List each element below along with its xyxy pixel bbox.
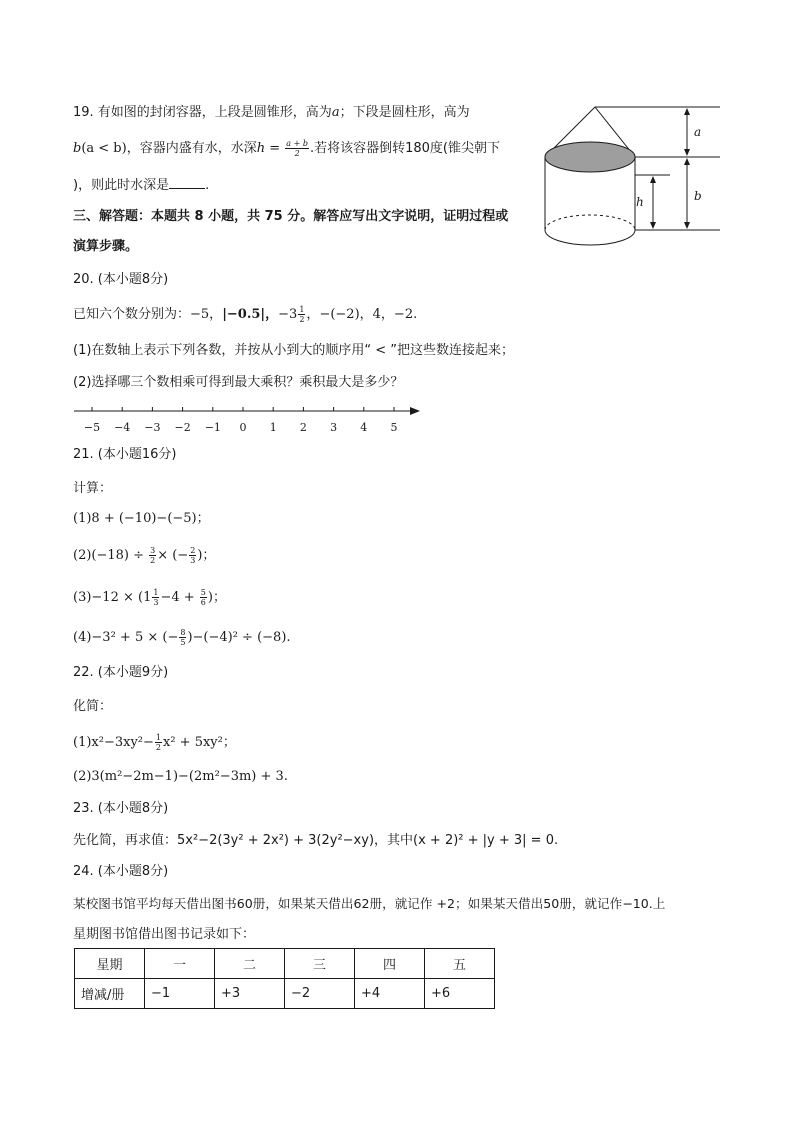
axis-tick-label: 4 [360,421,368,434]
dim-h-arrowhead-bottom [650,222,656,229]
q21-intro: 计算： [73,481,113,496]
q23-header: 23. (本小题8分) [73,801,169,816]
q21-p3-frac2-num: 5 [200,588,206,597]
q21-header: 21. (本小题16分) [73,447,177,462]
q21-p2-tail: )； [197,548,216,563]
axis-tick-label: −3 [144,421,161,434]
axis-tick-label: −2 [174,421,191,434]
q21-p3-frac1 [152,588,159,607]
q24-header: 24. (本小题8分) [73,864,169,879]
dim-a-arrowhead-bottom [684,149,690,156]
q22-intro: 化简： [73,699,113,714]
cylinder-bottom [545,230,635,245]
table-cell: +3 [215,979,285,1009]
table-cell: +4 [355,979,425,1009]
q20-n4: −(−2)， [319,307,373,322]
q21-p4-frac [179,628,186,647]
q19-frac-num: a + b [286,139,308,148]
axis-arrowhead [410,407,420,415]
q21-p3-frac1-num: 1 [153,588,159,597]
q21-p3-frac2 [200,588,207,607]
dim-h-arrowhead-top [650,176,656,183]
cylinder-bottom-hidden [545,215,635,230]
q24-line2: 星期图书馆借出图书记录如下： [73,927,256,942]
q22-p2: (2)3(m²−2m−1)−(2m²−3m) + 3. [73,769,288,784]
q19-answer-blank[interactable] [169,176,205,189]
q21-p1: (1)8 + (−10)−(−5)； [73,511,210,526]
q19-line1-text: 19. 有如图的封闭容器，上段是圆锥形，高为 [73,105,332,120]
q21-p2-frac2-num: 2 [190,546,196,555]
q21-p2-head: (2)(−18) ÷ [73,548,145,563]
table-cell: 四 [355,949,425,979]
q19-line1 [73,104,470,122]
section3-line1: 三、解答题：本题共 8 小题，共 75 分。解答应写出文字说明，证明过程或 [73,209,509,224]
axis-tick-label: 5 [390,421,398,434]
q20-n3-frac [298,305,305,324]
q22-p1-head: (1)x²−3xy²− [73,735,154,750]
q19-line2 [73,139,500,158]
q19-line1-tail: ；下段是圆柱形，高为 [339,105,470,120]
q19-line3-tail: . [205,178,210,193]
q19-condition: (a < b) [81,141,127,156]
q19-line2-tail: .若将该容器倒转180度(锥尖朝下 [309,141,500,156]
q21-p4-head: (4)−3² + 5 × (− [73,630,179,645]
q20-n3-den: 2 [299,315,305,324]
label-h: h [636,195,644,209]
axis-tick-label: 3 [330,421,338,434]
q20-n2: |−0.5|， [222,307,279,322]
q20-n3-tail: ， [306,307,320,322]
dim-b-arrowhead-bottom [684,222,690,229]
q22-p1-tail: x² + 5xy²； [163,735,236,750]
q21-p2-frac2-den: 3 [190,556,196,565]
q22-p1-frac-den: 2 [155,743,161,752]
q22-p1 [73,733,236,752]
q21-p2-frac1 [149,546,156,565]
q21-p2-mid: × (− [157,548,189,563]
q20-n3-sign: −3 [278,307,298,322]
dim-a-arrowhead-top [684,108,690,115]
q20-n6: −2 [393,307,414,322]
q20-n5: 4， [372,307,394,322]
table-cell: −2 [285,979,355,1009]
section3-line2: 演算步骤。 [73,239,139,254]
q20-n3-num: 1 [299,305,305,314]
q21-p4-tail: )−(−4)² ÷ (−8). [187,630,291,645]
axis-tick-label: 2 [299,421,307,434]
q21-p3-head: (3)−12 × (1 [73,590,152,605]
axis-tick-label: 0 [239,421,247,434]
q19-frac-den: 2 [294,149,300,158]
number-line [70,400,430,440]
table-cell: 五 [425,949,495,979]
table-cell: 三 [285,949,355,979]
borrow-record-table [74,948,495,1009]
table-row [75,949,495,979]
q20-part2: (2)选择哪三个数相乘可得到最大乘积？乘积最大是多少？ [73,375,404,390]
q21-p3-frac1-den: 3 [153,598,159,607]
q21-p3-frac2-den: 6 [200,598,206,607]
q23-text: 先化简，再求值：5x²−2(3y² + 2x²) + 3(2y²−xy)，其中(x + 2)² + |y + 3| = 0. [73,833,559,848]
table-cell: +6 [425,979,495,1009]
table-row [75,979,495,1009]
q19-line3 [73,176,209,195]
table-cell: −1 [145,979,215,1009]
axis-tick-label: −1 [204,421,221,434]
q21-p3-tail: )； [207,590,226,605]
q19-line2-mid: ，容器内盛有水，水深 [126,141,257,156]
q20-n1: −5， [190,307,223,322]
q20-given-head: 已知六个数分别为： [73,307,191,322]
table-cell: 增减/册 [75,979,145,1009]
table-cell: 星期 [75,949,145,979]
q20-end: . [413,307,418,322]
dim-b-arrowhead-top [684,158,690,165]
q21-p2-frac2 [189,546,196,565]
label-b: b [694,189,702,203]
q19-line3-head: )，则此时水深是 [73,178,170,193]
axis-tick-label: −5 [83,421,101,434]
q22-p1-frac-num: 1 [155,733,161,742]
q21-p2 [73,546,215,565]
q21-p2-frac1-den: 2 [150,556,156,565]
q21-p4 [73,628,291,647]
q21-p4-frac-num: 8 [180,628,186,637]
label-a: a [694,125,702,139]
q22-p1-frac [155,733,162,752]
q20-part1: (1)在数轴上表示下列各数，并按从小到大的顺序用“ < ”把这些数连接起来； [73,343,515,358]
table-cell: 一 [145,949,215,979]
q21-p4-frac-den: 5 [180,638,186,647]
q20-given [73,305,417,324]
q20-header: 20. (本小题8分) [73,272,169,287]
axis-tick-label: 1 [269,421,277,434]
q19-var-a: a [331,105,340,120]
axis-tick-label: −4 [114,421,131,434]
q24-line1: 某校图书馆平均每天借出图书60册，如果某天借出62册，就记作 +2；如果某天借出50册，就记作−10.上 [73,896,666,911]
q19-var-b: b [73,141,82,156]
q19-fraction [285,139,309,158]
table-cell: 二 [215,949,285,979]
water-surface [545,142,635,172]
container-figure [540,100,730,250]
q22-header: 22. (本小题9分) [73,665,169,680]
q21-p3-mid: −4 + [160,590,195,605]
q21-p2-frac1-num: 3 [150,546,156,555]
q19-h-eq: h = [256,141,281,156]
q21-p3 [73,588,226,607]
